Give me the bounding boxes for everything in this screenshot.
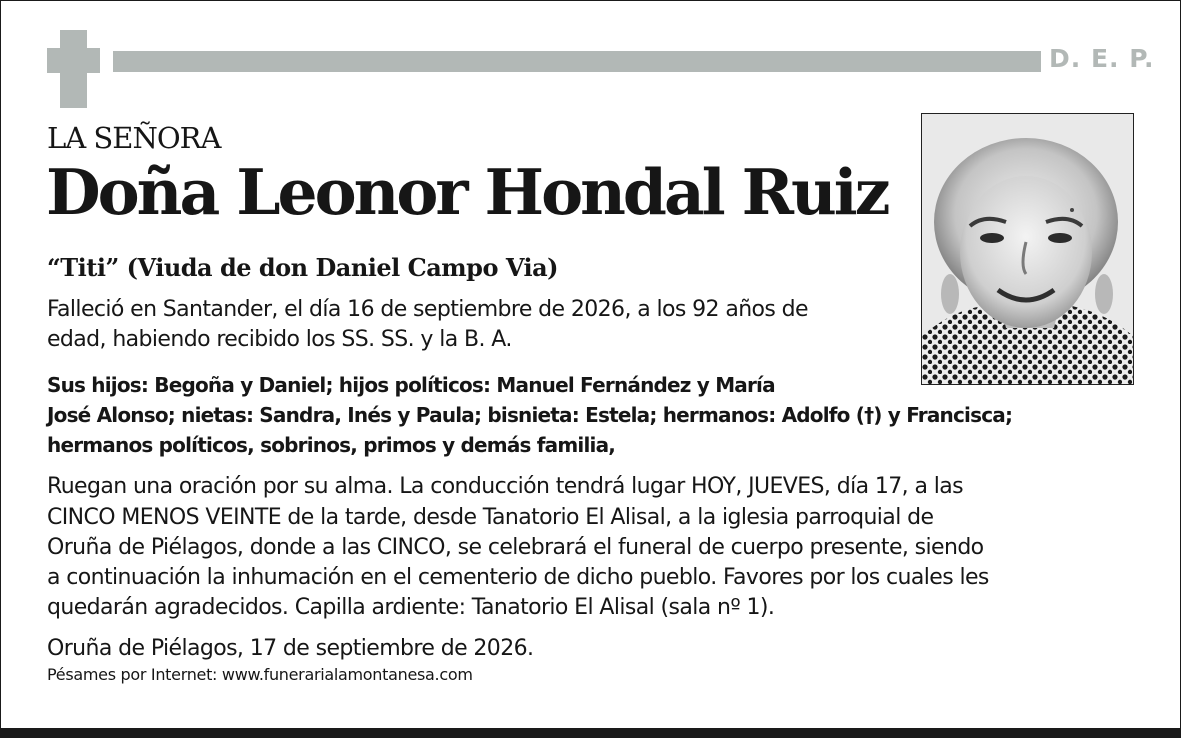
portrait-photo xyxy=(921,113,1134,385)
request-line: quedarán agradecidos. Capilla ardiente: Tanatorio El Alisal (sala nº 1). xyxy=(47,595,775,620)
condolences-line: Pésames por Internet: www.funerarialamontanesa.com xyxy=(47,665,473,684)
family-line: José Alonso; nietas: Sandra, Inés y Paula; bisnieta: Estela; hermanos: Adolfo (†) y Francisca; xyxy=(47,403,1013,427)
request-line: CINCO MENOS VEINTE de la tarde, desde Tanatorio El Alisal, a la iglesia parroquial de xyxy=(47,505,934,530)
place-date: Oruña de Piélagos, 17 de septiembre de 2026. xyxy=(47,636,534,661)
death-notice-line: Falleció en Santander, el día 16 de septiembre de 2026, a los 92 años de xyxy=(47,297,808,322)
alias-line: “Titi” (Viuda de don Daniel Campo Via) xyxy=(47,253,559,282)
title-label: LA SEÑORA xyxy=(47,121,221,155)
family-line: hermanos políticos, sobrinos, primos y demás familia, xyxy=(47,433,616,457)
request-line: Oruña de Piélagos, donde a las CINCO, se celebrará el funeral de cuerpo presente, siendo xyxy=(47,535,984,560)
deceased-name: Doña Leonor Hondal Ruiz xyxy=(46,155,888,229)
death-notice-line: edad, habiendo recibido los SS. SS. y la B. A. xyxy=(47,327,512,352)
request-line: Ruegan una oración por su alma. La conducción tendrá lugar HOY, JUEVES, día 17, a las xyxy=(47,474,963,499)
bottom-border xyxy=(0,728,1181,738)
dep-label: D. E. P. xyxy=(1049,44,1155,73)
header-rule xyxy=(113,51,1041,72)
request-line: a continuación la inhumación en el cementerio de dicho pueblo. Favores por los cuales les xyxy=(47,565,989,590)
family-line: Sus hijos: Begoña y Daniel; hijos políticos: Manuel Fernández y María xyxy=(47,373,775,397)
